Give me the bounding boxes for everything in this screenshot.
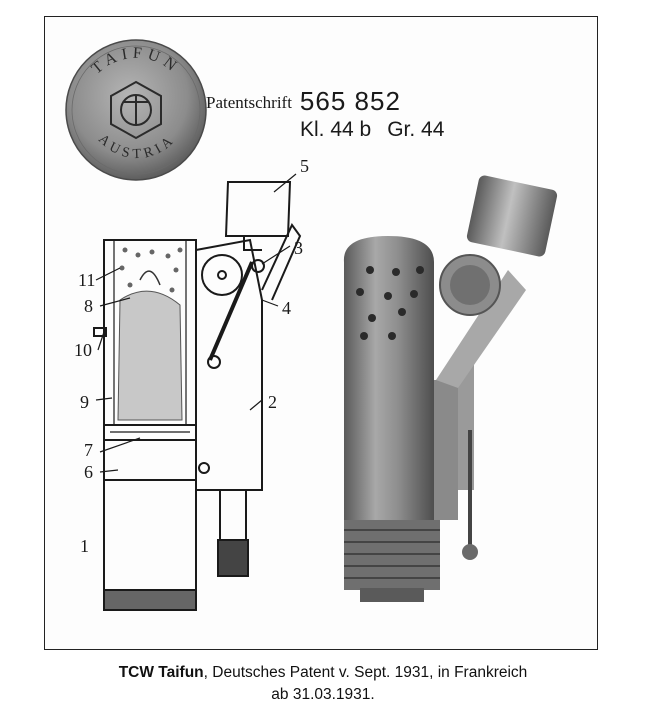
- caption-line-2: ab 31.03.1931.: [271, 686, 375, 703]
- part-label-11: 11: [78, 270, 96, 290]
- part-label-5: 5: [300, 156, 309, 176]
- caption-line-1: [0, 664, 646, 682]
- part-label-2: 2: [268, 392, 277, 412]
- part-label-1: 1: [80, 536, 89, 556]
- badge-ring-top: TAIFUN: [88, 44, 184, 78]
- caption-brand: TCW Taifun: [118, 664, 204, 681]
- part-label-3: 3: [294, 238, 303, 258]
- part-label-8: 8: [84, 296, 93, 316]
- part-label-7: 7: [84, 440, 93, 460]
- group-label: Gr. 44: [387, 118, 445, 141]
- part-label-9: 9: [80, 392, 89, 412]
- class-label: Kl. 44 b: [300, 118, 372, 141]
- part-label-10: 10: [74, 340, 92, 360]
- patent-label: Patentschrift: [206, 93, 292, 112]
- badge-ring-bottom: AUSTRIA: [95, 131, 179, 163]
- patent-number: 565 852: [299, 86, 401, 116]
- part-label-4: 4: [282, 298, 291, 318]
- part-label-6: 6: [84, 462, 93, 482]
- caption-text: , Deutsches Patent v. Sept. 1931, in Frankreich: [203, 664, 528, 681]
